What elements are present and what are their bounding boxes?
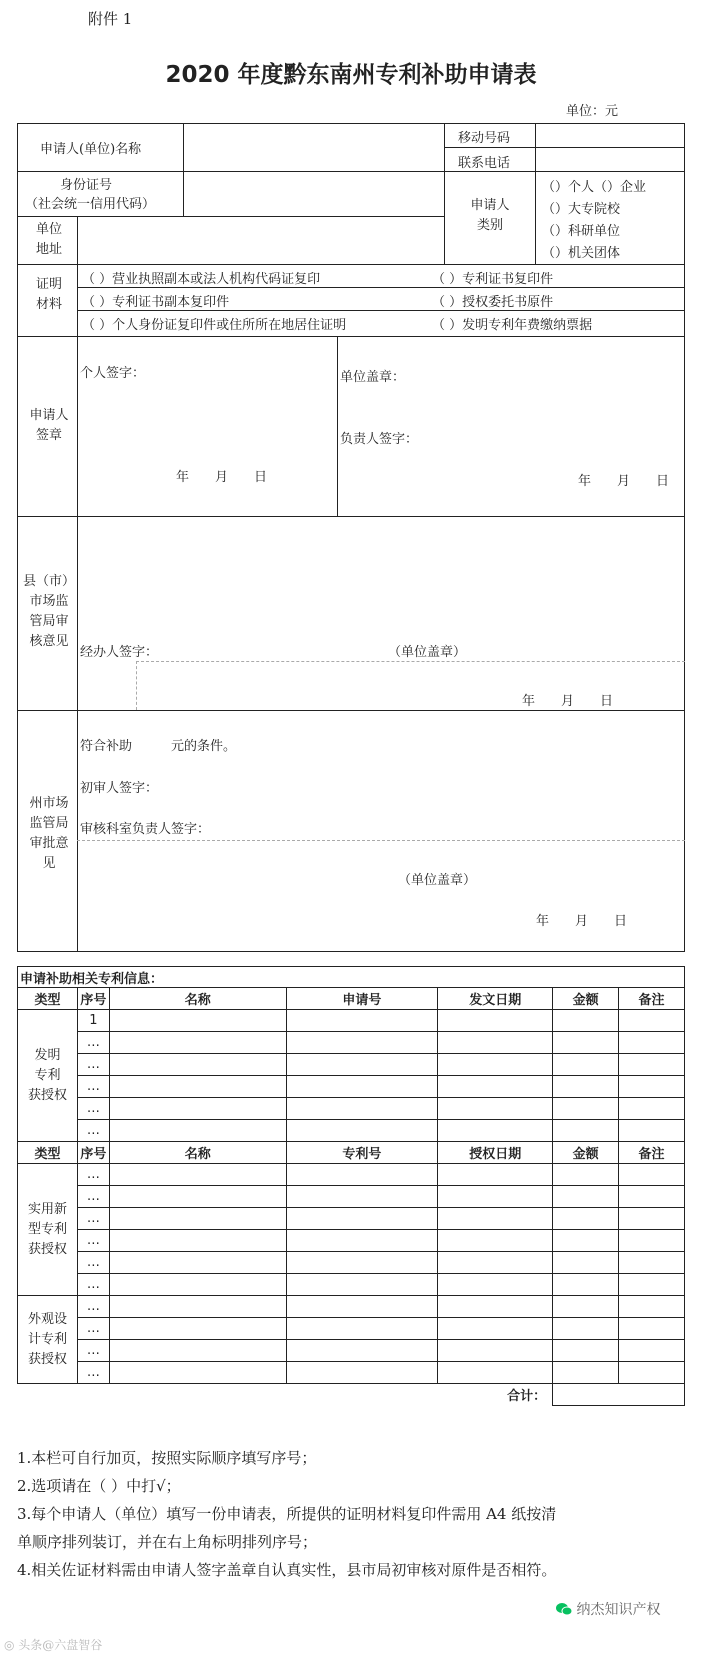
- proof-option-authorization[interactable]: （ ）授权委托书原件: [432, 295, 554, 310]
- utility-type-cell: 实用新 型专利 获授权: [18, 1164, 78, 1296]
- subsidy-amount-line: 符合补助 元的条件。: [80, 739, 237, 754]
- patent-section-title: 申请补助相关专利信息：: [20, 972, 164, 987]
- applicant-name-field[interactable]: [184, 124, 444, 170]
- table-row: [18, 1120, 685, 1142]
- cell[interactable]: [438, 1076, 553, 1098]
- cell[interactable]: [109, 1274, 286, 1296]
- row-number: …: [77, 1164, 109, 1186]
- notes: [17, 1444, 685, 1584]
- cell[interactable]: [619, 1318, 685, 1340]
- row-number: …: [77, 1362, 109, 1384]
- cell[interactable]: [553, 1032, 619, 1054]
- row-number: …: [77, 1296, 109, 1318]
- cell[interactable]: [619, 1362, 685, 1384]
- cell[interactable]: [109, 1208, 286, 1230]
- total-amount[interactable]: [553, 1384, 685, 1406]
- cell[interactable]: [286, 1010, 438, 1032]
- cell[interactable]: [438, 1318, 553, 1340]
- weibo-icon: ◎: [4, 1638, 19, 1652]
- proof-option-annual-fee[interactable]: （ ）发明专利年费缴纳票据: [432, 318, 593, 333]
- cell[interactable]: [286, 1362, 438, 1384]
- category-option-college[interactable]: （）大专院校: [542, 202, 621, 217]
- cell[interactable]: [286, 1252, 438, 1274]
- row-number: …: [77, 1252, 109, 1274]
- mobile-field[interactable]: [536, 124, 684, 146]
- cell[interactable]: [286, 1340, 438, 1362]
- cell[interactable]: [109, 1186, 286, 1208]
- state-approval-date: 年 月 日: [536, 914, 628, 929]
- wechat-icon: [556, 1602, 572, 1616]
- cell[interactable]: [619, 1054, 685, 1076]
- column-header: 授权日期: [438, 1142, 553, 1164]
- unit-seal-label: 单位盖章：: [340, 370, 406, 385]
- unit-sign-area[interactable]: [338, 384, 684, 424]
- state-approval-area[interactable]: [78, 842, 684, 950]
- id-label: 身份证号: [60, 178, 113, 193]
- row-number: …: [77, 1274, 109, 1296]
- table-row: [18, 1274, 685, 1296]
- column-header: 类型: [18, 1142, 78, 1164]
- cell[interactable]: [553, 1098, 619, 1120]
- row-number: …: [77, 1054, 109, 1076]
- cell[interactable]: [553, 1208, 619, 1230]
- note-item: 4.相关佐证材料需由申请人签字盖章自认真实性，县市局初审核对原件是否相符。: [17, 1561, 557, 1579]
- column-header: 金额: [553, 1142, 619, 1164]
- cell[interactable]: [619, 1098, 685, 1120]
- cell[interactable]: [438, 1362, 553, 1384]
- column-header: 金额: [553, 988, 619, 1010]
- table-row: [18, 1362, 685, 1384]
- row-number: …: [77, 1186, 109, 1208]
- total-row: [18, 1384, 685, 1406]
- county-review-date: 年 月 日: [522, 694, 614, 709]
- table-row: [18, 1098, 685, 1120]
- cell[interactable]: [109, 1010, 286, 1032]
- row-number: …: [77, 1318, 109, 1340]
- mobile-label: 移动号码: [458, 131, 511, 146]
- proof-option-id-copy[interactable]: （ ）个人身份证复印件或住所所在地居住证明: [82, 318, 347, 333]
- cell[interactable]: [619, 1252, 685, 1274]
- cell[interactable]: [553, 1120, 619, 1142]
- personal-sign-area[interactable]: [78, 380, 336, 460]
- county-review-area[interactable]: [78, 517, 684, 637]
- proof-option-business-license[interactable]: （ ）营业执照副本或法人机构代码证复印: [82, 272, 321, 287]
- cell[interactable]: [286, 1054, 438, 1076]
- cell[interactable]: [553, 1230, 619, 1252]
- column-header: 申请号: [286, 988, 438, 1010]
- county-unit-seal: （单位盖章）: [388, 645, 467, 660]
- cell[interactable]: [438, 1186, 553, 1208]
- leader-sign-label: 负责人签字：: [340, 432, 419, 447]
- category-label: 申请人 类别: [470, 198, 510, 233]
- table-row: [18, 1252, 685, 1274]
- handler-sign-label: 经办人签字：: [80, 645, 159, 660]
- cell[interactable]: [109, 1164, 286, 1186]
- category-option-individual-enterprise[interactable]: （）个人（）企业: [542, 180, 647, 195]
- category-option-research[interactable]: （）科研单位: [542, 224, 621, 239]
- cell[interactable]: [619, 1296, 685, 1318]
- row-number: …: [77, 1076, 109, 1098]
- row-number: …: [77, 1120, 109, 1142]
- cell[interactable]: [286, 1274, 438, 1296]
- table-row: [18, 1032, 685, 1054]
- cell[interactable]: [286, 1186, 438, 1208]
- cell[interactable]: [438, 1340, 553, 1362]
- cell[interactable]: [286, 1120, 438, 1142]
- cell[interactable]: [438, 1098, 553, 1120]
- cell[interactable]: [619, 1164, 685, 1186]
- cell[interactable]: [286, 1230, 438, 1252]
- cell[interactable]: [286, 1318, 438, 1340]
- column-header: 备注: [619, 988, 685, 1010]
- address-field[interactable]: [78, 217, 444, 263]
- column-header: 序号: [77, 988, 109, 1010]
- table-header-row: [18, 1142, 685, 1164]
- review-head-label: 审核科室负责人签字：: [80, 822, 211, 837]
- column-header: 发文日期: [438, 988, 553, 1010]
- row-number: …: [77, 1208, 109, 1230]
- cell[interactable]: [286, 1208, 438, 1230]
- cell[interactable]: [438, 1208, 553, 1230]
- total-label: 合计：: [18, 1384, 553, 1406]
- column-header: 名称: [109, 988, 286, 1010]
- note-item: 2.选项请在（ ）中打√；: [17, 1477, 181, 1495]
- address-label: 单位 地址: [35, 222, 62, 257]
- sign-label: 申请人 签章: [29, 408, 69, 443]
- column-header: 备注: [619, 1142, 685, 1164]
- cell[interactable]: [553, 1054, 619, 1076]
- row-number: …: [77, 1032, 109, 1054]
- patent-table: [17, 987, 685, 1406]
- cell[interactable]: [619, 1340, 685, 1362]
- proof-option-certificate-copy[interactable]: （ ）专利证书复印件: [432, 272, 554, 287]
- row-number: 1: [77, 1010, 109, 1032]
- watermark-left: ◎ 头条@六盘智谷: [4, 1638, 103, 1652]
- table-row: [18, 1340, 685, 1362]
- cell[interactable]: [109, 1340, 286, 1362]
- proof-label: 证明 材料: [35, 277, 62, 312]
- cell[interactable]: [109, 1120, 286, 1142]
- cell[interactable]: [553, 1076, 619, 1098]
- cell[interactable]: [619, 1032, 685, 1054]
- table-row: [18, 1010, 685, 1032]
- state-approval-label: 州市场 监管局 审批意 见: [29, 796, 69, 871]
- cell[interactable]: [109, 1252, 286, 1274]
- cell[interactable]: [553, 1296, 619, 1318]
- cell[interactable]: [438, 1120, 553, 1142]
- note-item: 1.本栏可自行加页，按照实际顺序填写序号；: [17, 1449, 317, 1467]
- cell[interactable]: [438, 1230, 553, 1252]
- state-unit-seal: （单位盖章）: [398, 873, 477, 888]
- phone-field[interactable]: [536, 148, 684, 170]
- cell[interactable]: [553, 1010, 619, 1032]
- cell[interactable]: [286, 1164, 438, 1186]
- table-row: [18, 1164, 685, 1186]
- phone-label: 联系电话: [458, 156, 511, 171]
- page-title: 2020 年度黔东南州专利补助申请表: [165, 62, 537, 88]
- cell[interactable]: [619, 1010, 685, 1032]
- applicant-name-label: 申请人(单位)名称: [40, 142, 142, 157]
- row-number: …: [77, 1230, 109, 1252]
- attachment-label: 附件 1: [88, 10, 133, 28]
- cell[interactable]: [619, 1076, 685, 1098]
- first-reviewer-label: 初审人签字：: [80, 781, 159, 796]
- table-row: [18, 1318, 685, 1340]
- cell[interactable]: [438, 1054, 553, 1076]
- cell[interactable]: [438, 1032, 553, 1054]
- cell[interactable]: [109, 1054, 286, 1076]
- column-header: 类型: [18, 988, 78, 1010]
- unit-sign-date: 年 月 日: [578, 474, 670, 489]
- cell[interactable]: [109, 1318, 286, 1340]
- cell[interactable]: [553, 1252, 619, 1274]
- cell[interactable]: [619, 1274, 685, 1296]
- id-label-sub: （社会统一信用代码）: [25, 197, 156, 212]
- column-header: 专利号: [286, 1142, 438, 1164]
- cell[interactable]: [109, 1098, 286, 1120]
- note-item: 单顺序排列装订，并在右上角标明排列序号；: [17, 1533, 318, 1551]
- cell[interactable]: [286, 1098, 438, 1120]
- table-row: [18, 1296, 685, 1318]
- cell[interactable]: [553, 1318, 619, 1340]
- cell[interactable]: [438, 1010, 553, 1032]
- cell[interactable]: [619, 1230, 685, 1252]
- table-row: [18, 1076, 685, 1098]
- table-row: [18, 1054, 685, 1076]
- design-type-cell: 外观设 计专利 获授权: [18, 1296, 78, 1384]
- table-header-row: [18, 988, 685, 1010]
- table-row: [18, 1230, 685, 1252]
- watermark-right: 纳杰知识产权: [556, 1599, 660, 1619]
- unit-label: 单位：元: [566, 104, 619, 119]
- cell[interactable]: [553, 1274, 619, 1296]
- cell[interactable]: [438, 1252, 553, 1274]
- row-number: …: [77, 1098, 109, 1120]
- cell[interactable]: [553, 1164, 619, 1186]
- cell[interactable]: [286, 1076, 438, 1098]
- county-review-label: 县（市） 市场监 管局审 核意见: [22, 574, 75, 649]
- id-number-field[interactable]: [184, 172, 444, 215]
- cell[interactable]: [109, 1362, 286, 1384]
- column-header: 名称: [109, 1142, 286, 1164]
- column-header: 序号: [77, 1142, 109, 1164]
- cell[interactable]: [438, 1274, 553, 1296]
- cell[interactable]: [109, 1032, 286, 1054]
- personal-sign-date: 年 月 日: [176, 470, 268, 485]
- cell[interactable]: [109, 1076, 286, 1098]
- cell[interactable]: [286, 1296, 438, 1318]
- proof-option-certificate-copy-sub[interactable]: （ ）专利证书副本复印件: [82, 295, 230, 310]
- table-row: [18, 1186, 685, 1208]
- cell[interactable]: [438, 1164, 553, 1186]
- cell[interactable]: [438, 1296, 553, 1318]
- cell[interactable]: [553, 1340, 619, 1362]
- category-option-government[interactable]: （）机关团体: [542, 246, 621, 261]
- cell[interactable]: [109, 1230, 286, 1252]
- cell[interactable]: [619, 1186, 685, 1208]
- cell[interactable]: [619, 1208, 685, 1230]
- cell[interactable]: [553, 1186, 619, 1208]
- note-item: 3.每个申请人（单位）填写一份申请表，所提供的证明材料复印件需用 A4 纸按清: [17, 1505, 557, 1523]
- cell[interactable]: [109, 1296, 286, 1318]
- personal-sign-label: 个人签字：: [80, 366, 146, 381]
- cell[interactable]: [619, 1120, 685, 1142]
- table-row: [18, 1208, 685, 1230]
- cell[interactable]: [286, 1032, 438, 1054]
- row-number: …: [77, 1340, 109, 1362]
- cell[interactable]: [553, 1362, 619, 1384]
- invention-type-cell: 发明 专利 获授权: [18, 1010, 78, 1142]
